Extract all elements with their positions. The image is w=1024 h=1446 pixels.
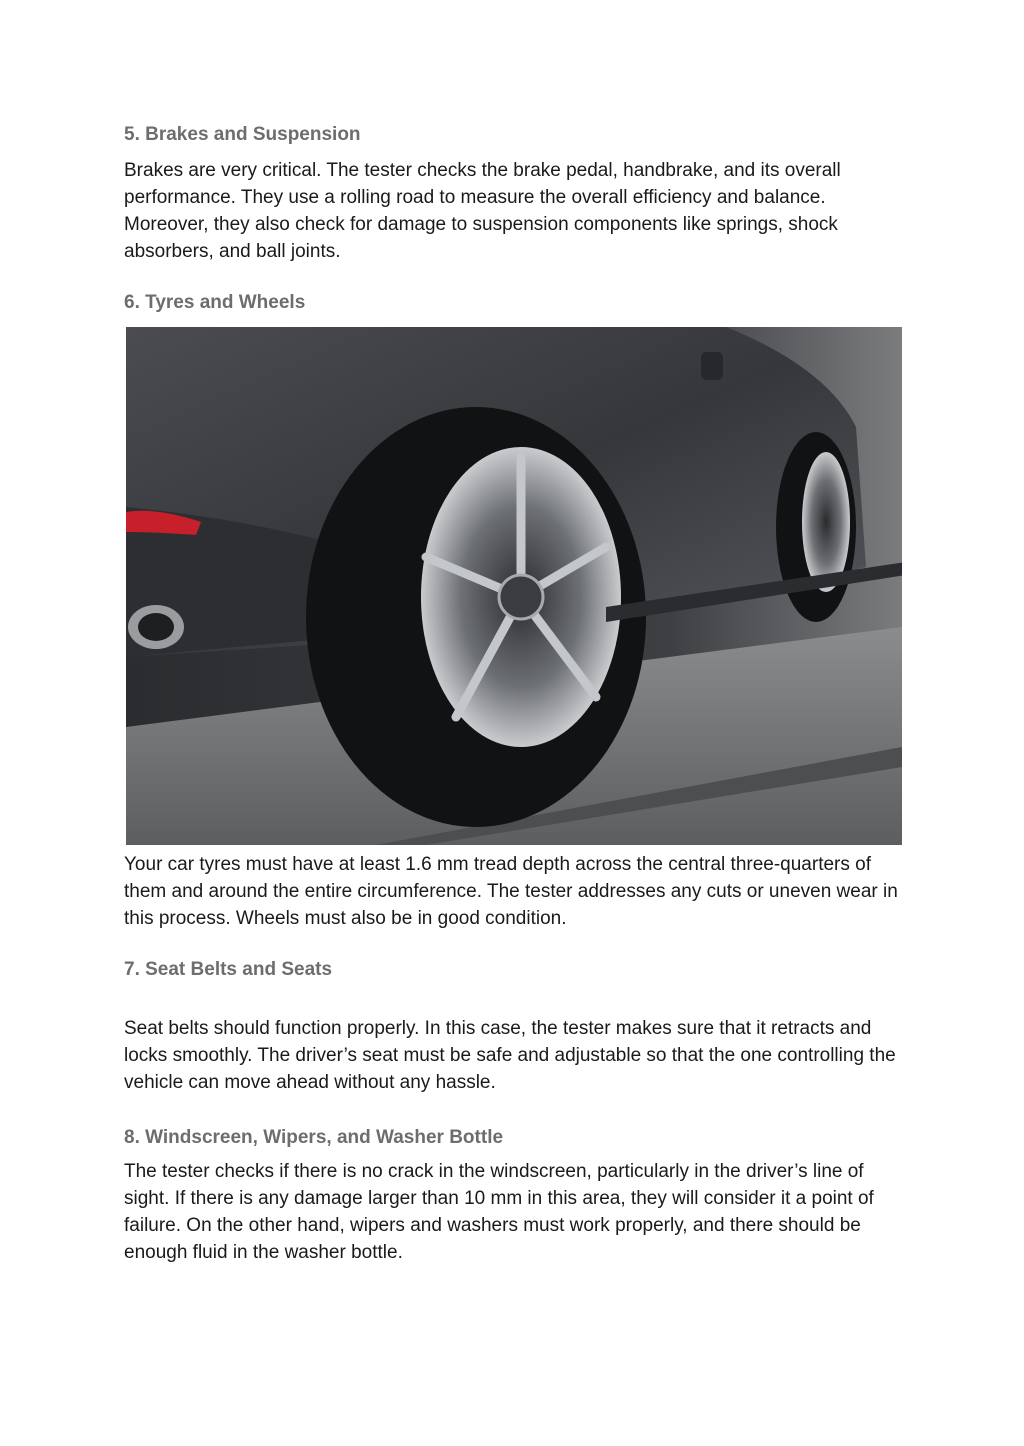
section-tyres [124,291,904,315]
section-paragraph: Brakes are very critical. The tester checks the brake pedal, handbrake, and its overall performance. They use a rolling road to measure the overall efficiency and balance. Moreover, they also check for damage to suspension components like springs, shock absorbers, and ball joints. [124,160,841,262]
section-heading: 7. Seat Belts and Seats [124,959,333,980]
section-paragraph: Seat belts should function properly. In this case, the tester makes sure that it retracts and locks smoothly. The driver’s seat must be safe and adjustable so that the one controlling the vehicle can move ahead without any hassle. [124,1018,896,1093]
section-heading: 8. Windscreen, Wipers, and Washer Bottle [124,1127,504,1148]
section-tyres-text [124,851,904,932]
section-heading: 6. Tyres and Wheels [124,292,306,313]
section-paragraph: The tester checks if there is no crack in the windscreen, particularly in the driver’s line of sight. If there is any damage larger than 10 mm in this area, they will consider it a point of failure. On the other hand, wipers and washers must work properly, and there should be enough fluid in the washer bottle. [124,1161,874,1263]
section-windscreen [124,1126,904,1266]
section-seat-belts [124,958,904,1096]
section-paragraph: Your car tyres must have at least 1.6 mm tread depth across the central three-quarters of them and around the entire circumference. The tester addresses any cuts or uneven wear in this process. Wheels must also be in good condition. [124,854,898,929]
section-heading: 5. Brakes and Suspension [124,124,361,145]
section-brakes [124,123,904,265]
car-rear-wheel-photo [126,327,902,845]
